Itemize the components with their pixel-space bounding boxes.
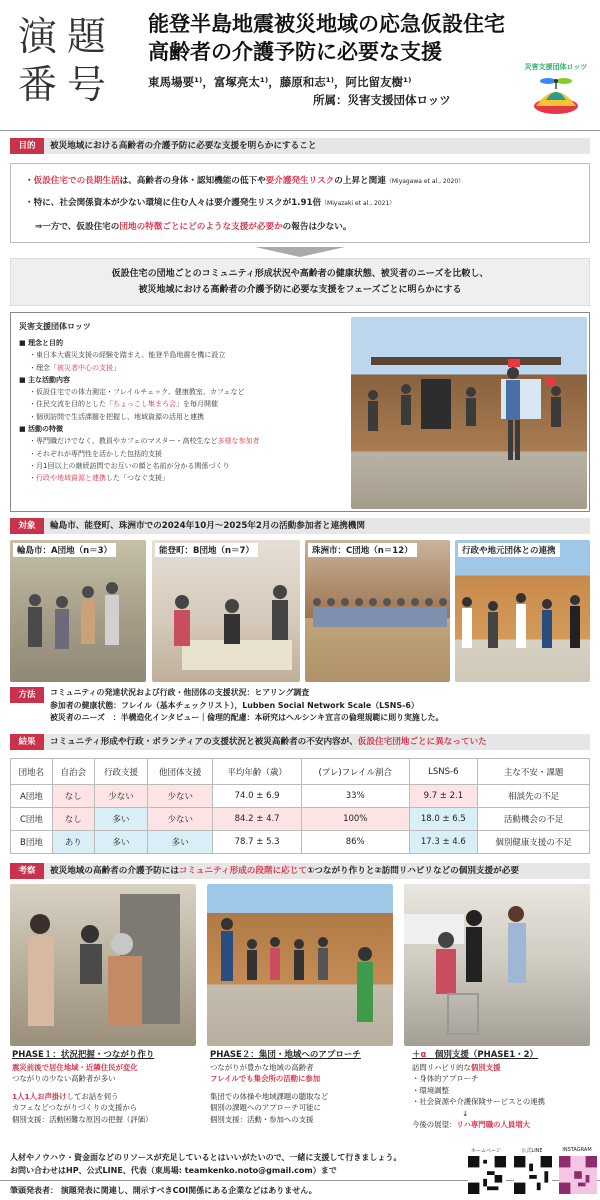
qr-label-homepage: ホームページ	[471, 1148, 501, 1154]
method-tag: 方法	[10, 687, 44, 703]
method-section	[10, 687, 590, 727]
affiliation: 所属：災害支援団体ロッツ	[313, 93, 451, 107]
table-cell: 少ない	[148, 808, 213, 831]
qr-label-line: 公式LINE	[521, 1148, 543, 1154]
photo-collaboration	[455, 540, 590, 682]
org-box	[10, 312, 590, 512]
col-header: 平均年齢（歳）	[213, 759, 301, 785]
org-item: ・それぞれが専門性を活かした包括的支援	[29, 449, 162, 458]
phase2-line: 集団での体操や地域課題の聴取など	[210, 1091, 329, 1101]
footer-line-1: 人材やノウハウ・資金面などのリソースが充足しているとはいいがたいので、一緒に支援して行きましょう。	[10, 1153, 402, 1162]
phase-alpha-photo	[404, 884, 590, 1046]
phase2-text	[210, 1050, 361, 1125]
phase2-line: フレイルでも集会所の活動に参加	[210, 1074, 321, 1083]
collaboration-illustration	[455, 540, 590, 682]
authors: 東馬場要¹⁾，富塚亮太¹⁾，藤原和志¹⁾，阿比留友樹¹⁾	[148, 75, 412, 89]
phase1-line: 個別支援：活動困難な原因の把握（評価）	[12, 1114, 153, 1124]
photo-suzu-c	[305, 540, 450, 682]
table-cell: 33%	[301, 785, 409, 808]
table-cell: 17.3 ± 4.6	[409, 831, 478, 854]
phase2-heading: PHASE２：集団・地域へのアプローチ	[210, 1050, 361, 1060]
org-title: 災害支援団体ロッツ	[19, 322, 91, 331]
purpose-tag: 目的	[10, 138, 44, 154]
table-cell: 9.7 ± 2.1	[409, 785, 478, 808]
table-cell: B団地	[11, 831, 53, 854]
purpose-bar	[10, 138, 590, 154]
title-block	[148, 10, 528, 108]
org-item: ・行政や地域資源と連携した「つなぐ支援」	[29, 474, 169, 483]
abstract-number-label: 演題番号	[18, 15, 117, 108]
table-cell: 多い	[148, 831, 213, 854]
phase2-line: 個別支援：活動・参加への支援	[210, 1114, 314, 1124]
table-row	[11, 831, 590, 854]
phase-alpha-line: 訪問リハビリ的な個別支援	[412, 1062, 501, 1072]
table-row	[11, 808, 590, 831]
title-line-1: 能登半島地震被災地域の応急仮設住宅	[148, 12, 505, 36]
suzu-group-illustration	[305, 540, 450, 682]
method-line-1: コミュニティの発達状況および行政・他団体の支援状況：ヒアリング調査	[50, 688, 310, 697]
org-heading-activities: ■ 主な活動内容	[19, 375, 71, 384]
table-cell: 多い	[94, 831, 148, 854]
purpose-line-1: ・仮設住宅での長期生活は、高齢者の身体・認知機能の低下や要介護発生リスクの上昇と関連（Miyagawa et al., 2020）	[25, 176, 465, 186]
phase1-heading: PHASE１：状況把握・つながり作り	[12, 1050, 155, 1060]
phase2-line: つながりが豊かな地域の高齢者	[210, 1062, 314, 1072]
caption-collaboration: 行政や地元団体との連携	[458, 543, 560, 557]
org-item: ・住民交流を目的とした「ちょっこし集まろ会」を毎月開催	[29, 400, 218, 409]
org-item: ・仮設住宅での体力測定・フレイルチェック、健康教室、カフェなど	[29, 388, 245, 397]
col-header: 団地名	[11, 759, 53, 785]
poster-header	[0, 0, 600, 128]
phase2-photo	[207, 884, 393, 1046]
noto-cafe-illustration	[152, 540, 300, 682]
footer-divider	[0, 1180, 600, 1181]
table-cell: なし	[52, 785, 94, 808]
group-exercise-photo	[351, 317, 587, 509]
col-header: 自治会	[52, 759, 94, 785]
table-cell: 84.2 ± 4.7	[213, 808, 301, 831]
caption-noto: 能登町：B団地（n＝7）	[155, 543, 258, 557]
instagram-qr-icon[interactable]	[559, 1156, 597, 1194]
group-exercise-illustration	[207, 884, 393, 1046]
discussion-tag: 考察	[10, 863, 44, 879]
org-item: ・東日本大震災支援の経験を踏まえ、能登半島地震を機に設立	[29, 351, 226, 360]
table-cell: あり	[52, 831, 94, 854]
photo-wajima-a	[10, 540, 146, 682]
table-cell: 少ない	[94, 785, 148, 808]
table-cell: 少ない	[148, 785, 213, 808]
method-text	[50, 687, 443, 725]
qr-label-instagram: INSTAGRAM	[562, 1147, 592, 1153]
phase1-line: つながりの少ない高齢者が多い	[12, 1074, 116, 1083]
caption-wajima: 輪島市：A団地（n＝3）	[13, 543, 116, 557]
table-cell: 100%	[301, 808, 409, 831]
down-arrow-icon	[255, 247, 345, 257]
purpose-line-3: ⇒一方で、仮設住宅の団地の特徴ごとにどのような支援が必要かの報告は少ない。	[35, 222, 352, 232]
table-row	[11, 785, 590, 808]
org-item: ・専門職だけでなく、教員やカフェのマスター・高校生など多様な参加者	[29, 437, 260, 446]
goal-line-1: 仮設住宅の団地ごとのコミュニティ形成状況や高齢者の健康状態、被災者のニーズを比較し、	[111, 269, 489, 279]
phase-alpha-line: ・環境調整	[412, 1085, 449, 1095]
org-item: ・月1回以上の継続訪問でお互いの顔と名前が分かる関係づくり	[29, 461, 230, 470]
org-logo	[520, 44, 592, 122]
phase1-photo	[10, 884, 196, 1046]
photo-noto-b	[152, 540, 300, 682]
col-header: 他団体支援	[148, 759, 213, 785]
purpose-line-2: ・特に、社会関係資本が少ない環境に住む人々は要介護発生リスクが1.91倍（Miyazaki et al., 2021）	[25, 198, 396, 208]
exercise-scene-illustration	[351, 317, 587, 509]
phase1-line: 震災前後で居住地域・近隣住民が変化	[12, 1062, 138, 1072]
results-tag: 結果	[10, 734, 44, 750]
purpose-box	[10, 163, 590, 243]
method-line-2: 参加者の健康状態：フレイル（基本チェックリスト），Lubben Social Network Scale（LSNS-6）	[50, 700, 419, 710]
goal-box	[10, 258, 590, 306]
table-cell: なし	[52, 808, 94, 831]
phase2-line: 個別の課題へのアプローチ可能に	[210, 1103, 321, 1112]
org-item: ・個別訪問で生活課題を把握し、地域資源の活用と連携	[29, 412, 204, 421]
wajima-residents-illustration	[10, 540, 146, 682]
col-header: 主な不安・課題	[478, 759, 590, 785]
col-header: LSNS-6	[409, 759, 478, 785]
homepage-qr-icon[interactable]	[468, 1156, 506, 1194]
col-header: 行政支援	[94, 759, 148, 785]
org-heading-philosophy: ■ 理念と目的	[19, 339, 64, 347]
table-cell: 18.0 ± 6.5	[409, 808, 478, 831]
phase-alpha-line: 今後の展望：リハ専門職の人員増大	[412, 1120, 531, 1129]
target-tag: 対象	[10, 518, 44, 534]
caption-suzu: 珠洲市：C団地（n＝12）	[308, 543, 417, 557]
arrow-down-icon: ↓	[462, 1108, 469, 1118]
header-divider	[0, 130, 600, 131]
phase-alpha-line: ・身体的アプローチ	[412, 1074, 479, 1083]
line-qr-icon[interactable]	[514, 1156, 552, 1194]
goal-line-2: 被災地域における高齢者の介護予防に必要な支援をフェーズごとに明らかにする	[138, 285, 462, 295]
phase-alpha-line: ・社会資源や介護保険サービスとの連携	[412, 1097, 546, 1106]
results-text: コミュニティ形成や行政・ボランティアの支援状況と被災高齢者の不安内容が、仮設住宅団地ごとに異なっていた	[50, 737, 487, 747]
table-cell: 86%	[301, 831, 409, 854]
logo-text: 災害支援団体ロッツ	[524, 63, 588, 71]
title-line-2: 高齢者の介護予防に必要な支援	[148, 40, 442, 64]
org-heading-features: ■ 活動の特徴	[19, 425, 64, 434]
coi-statement: 筆頭発表者： 演題発表に関連し、開示すべきCOI関係にある企業などはありません。	[10, 1186, 317, 1195]
table-cell: 78.7 ± 5.3	[213, 831, 301, 854]
phase-alpha-text	[412, 1050, 545, 1131]
target-bar	[10, 518, 590, 534]
discussion-text: 被災地域の高齢者の介護予防にはコミュニティ形成の段階に応じて①つながり作りと②訪問リハビリなどの個別支援が必要	[50, 866, 519, 876]
home-visit-illustration	[10, 884, 196, 1046]
table-cell: 活動機会の不足	[478, 808, 590, 831]
method-line-3: 被災者のニーズ ：半構造化インタビュー｜倫理的配慮：本研究はヘルシンキ宣言の倫理規範に則り実施した。	[50, 713, 444, 722]
phase1-line: 1人1人お声掛けしてお話を伺う	[12, 1091, 119, 1101]
phase1-line: カフェなどつながりづくりの支援から	[12, 1103, 138, 1112]
table-header-row	[11, 759, 590, 785]
phase-alpha-heading: ＋α 個別支援（PHASE1・2）	[412, 1050, 539, 1060]
discussion-bar	[10, 863, 590, 879]
table-cell: 個別健康支援の不足	[478, 831, 590, 854]
phase1-text	[12, 1050, 154, 1125]
table-cell: 多い	[94, 808, 148, 831]
org-list	[19, 337, 359, 485]
org-item: ・理念「被災者中心の支援」	[29, 363, 120, 372]
footer-contact: お問い合わせはHP、公式LINE、代表（東馬場: teamkenko.noto@gmail.com）まで	[10, 1166, 337, 1175]
results-bar	[10, 734, 590, 750]
table-cell: 相談先の不足	[478, 785, 590, 808]
table-cell: C団地	[11, 808, 53, 831]
purpose-summary: 被災地域における高齢者の介護予防に必要な支援を明らかにすること	[50, 141, 317, 151]
propeller-hat-icon	[520, 44, 592, 122]
target-text: 輪島市、能登町、珠洲市での2024年10月～2025年2月の活動参加者と連携機関	[50, 521, 365, 531]
table-cell: 74.0 ± 6.9	[213, 785, 301, 808]
results-table	[10, 758, 590, 854]
walking-rehab-illustration	[404, 884, 590, 1046]
table-cell: A団地	[11, 785, 53, 808]
col-header: (プレ)フレイル割合	[301, 759, 409, 785]
